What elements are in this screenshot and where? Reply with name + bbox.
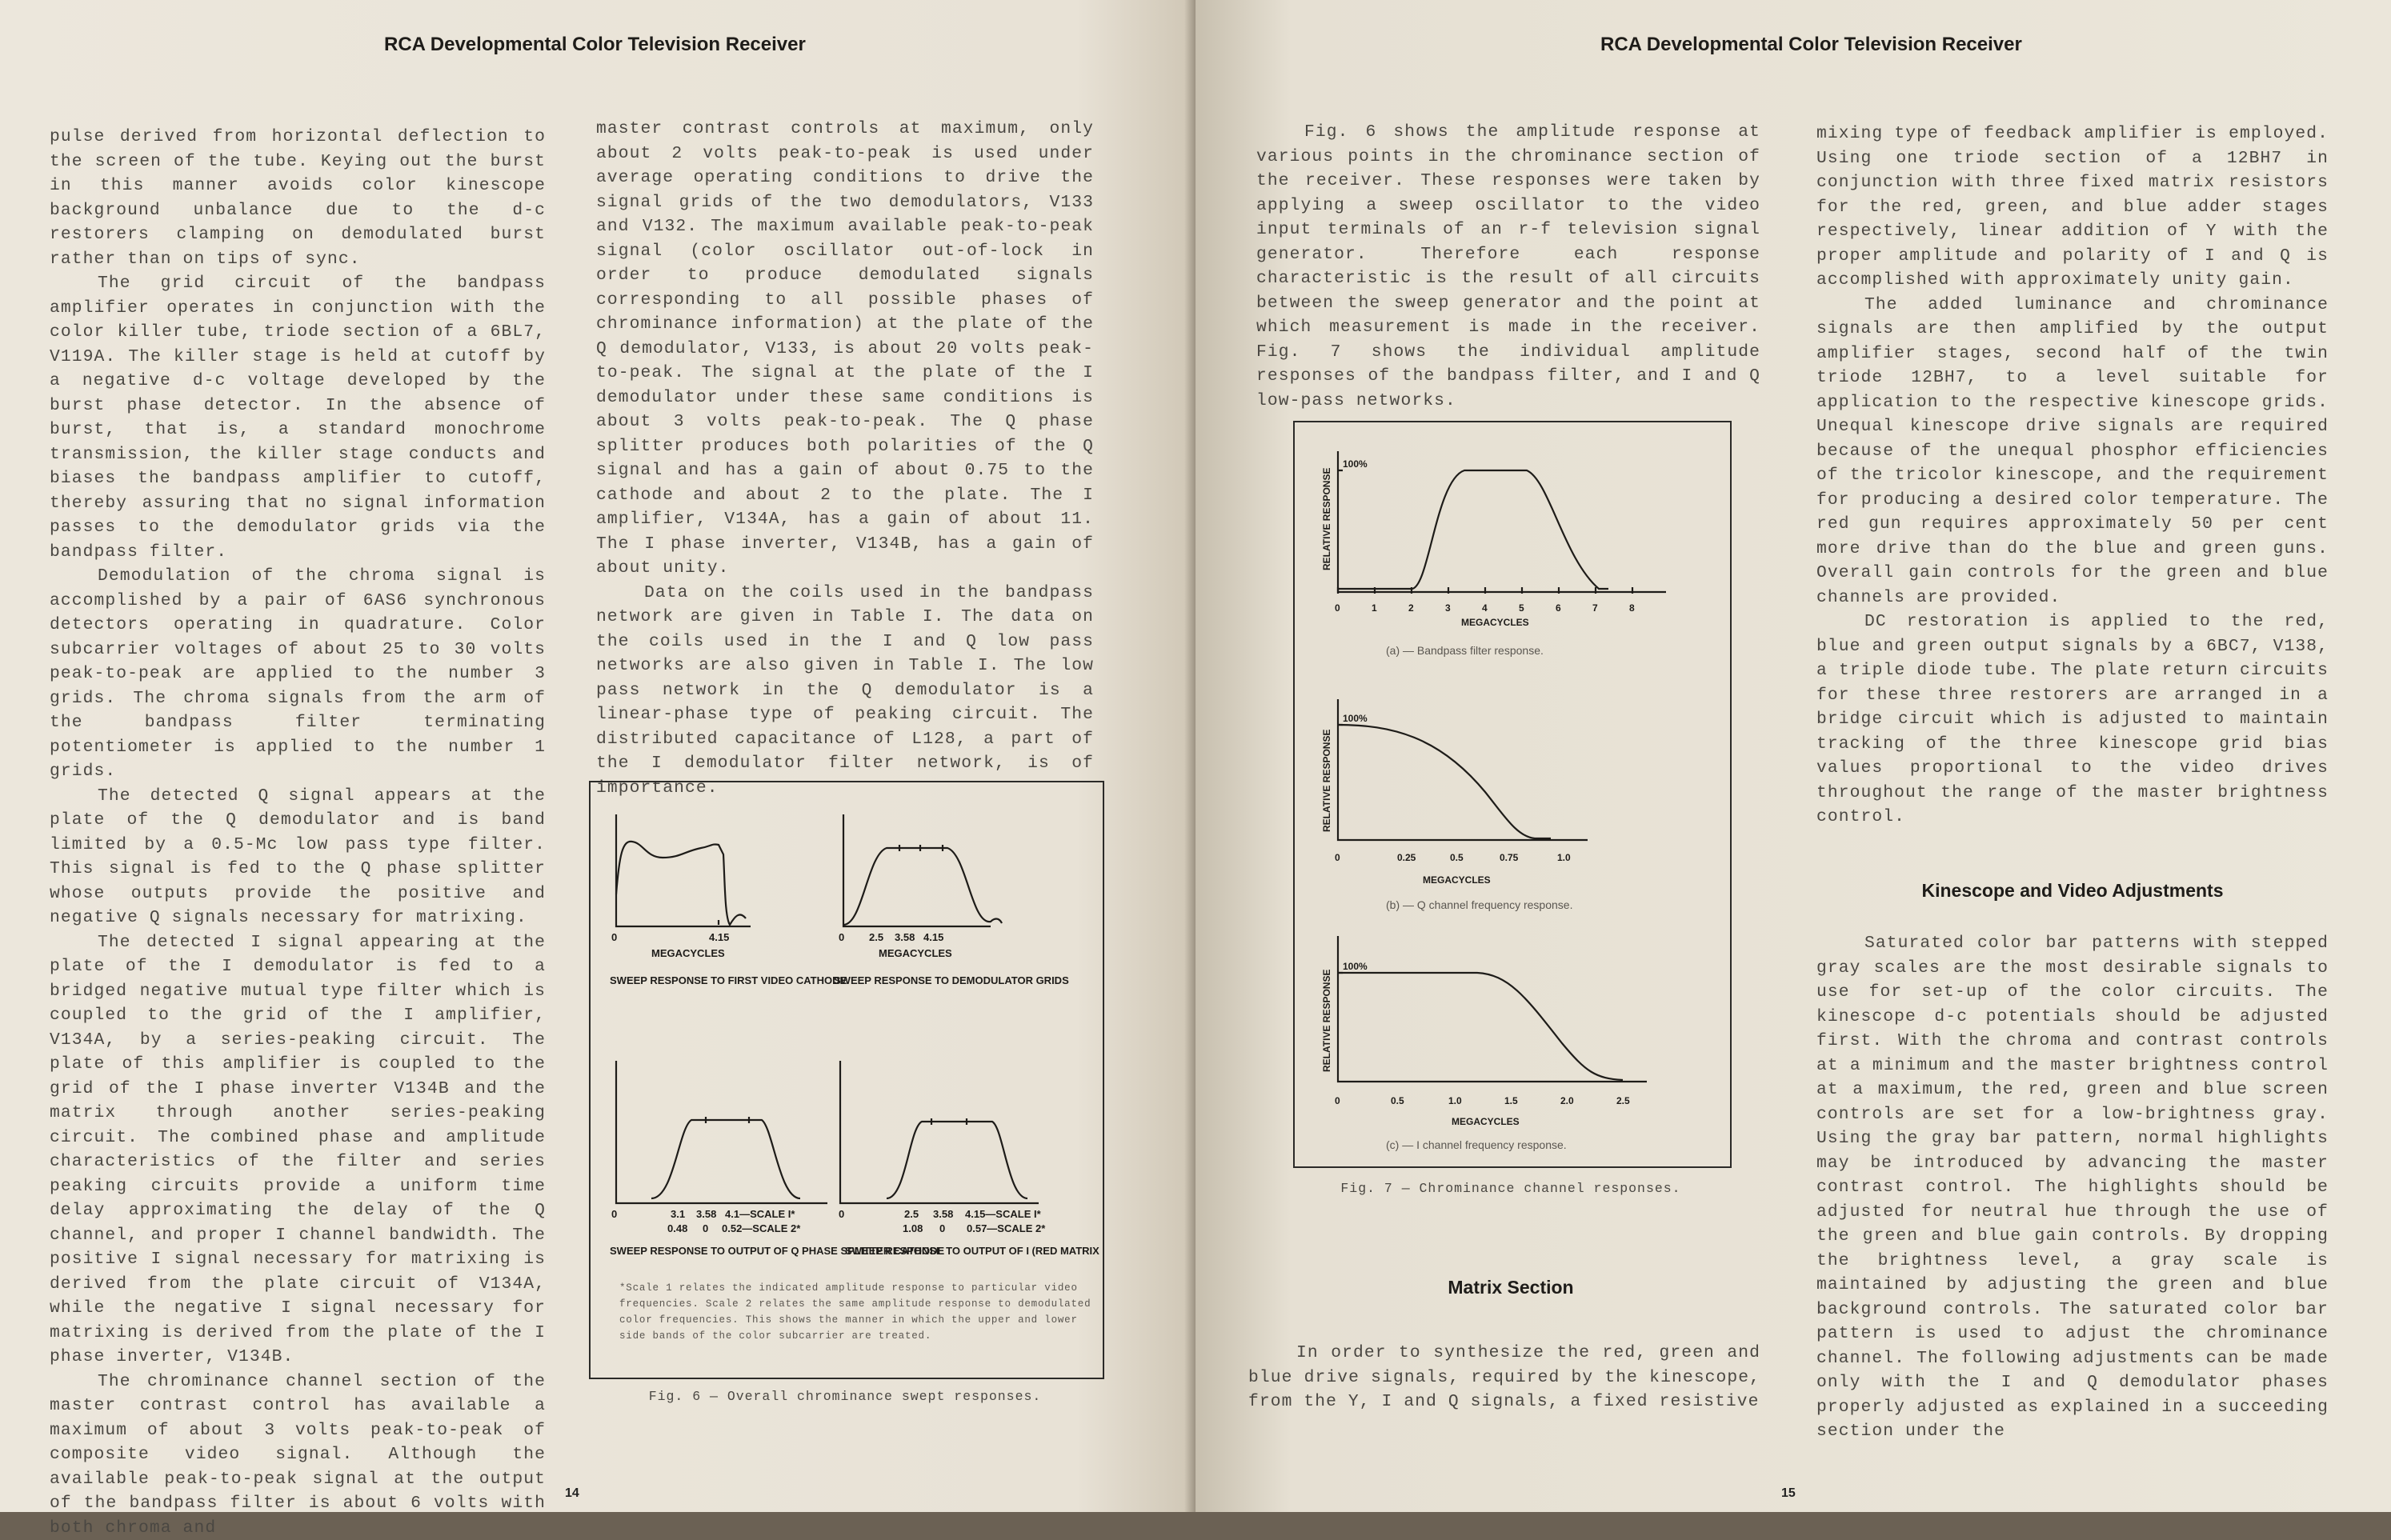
- y-mark: 100%: [1343, 458, 1368, 470]
- tick-label: 4.1—SCALE I*: [725, 1208, 795, 1220]
- response-curve: [843, 848, 1002, 925]
- tick-label: 1.0: [1557, 852, 1571, 863]
- x-axis-label: MEGACYCLES: [1423, 874, 1491, 886]
- x-axis-label: MEGACYCLES: [1461, 617, 1529, 628]
- chart-caption: (b) — Q channel frequency response.: [1386, 898, 1572, 911]
- tick-label: 2: [1408, 602, 1414, 614]
- tick-label: 1.5: [1504, 1095, 1518, 1106]
- chart-caption: (c) — I channel frequency response.: [1386, 1138, 1567, 1151]
- tick-label: 4.15: [709, 931, 729, 943]
- figure-6-footnote: *Scale 1 relates the indicated amplitude response to particular video frequencies. Scale 2 relates the same amplitude response to demodulated color frequencies. This shows the manner in which the upper and lower side bands of the color subcarrier are treated.: [619, 1280, 1091, 1344]
- tick-label: 5: [1519, 602, 1524, 614]
- tick-label: 0: [939, 1222, 945, 1234]
- tick-label: 1: [1372, 602, 1377, 614]
- response-curve-a: [1338, 470, 1608, 589]
- x-axis-label: MEGACYCLES: [1452, 1116, 1520, 1127]
- axis: [1338, 451, 1666, 592]
- right-column-1: [1256, 120, 1760, 413]
- axis: [1338, 936, 1647, 1082]
- panel-caption: SWEEP RESPONSE TO FIRST VIDEO CATHODE: [610, 974, 847, 986]
- tick-label: 0.48: [667, 1222, 687, 1234]
- axis-unit: MEGACYCLES: [879, 947, 952, 959]
- axis-unit: MEGACYCLES: [651, 947, 725, 959]
- right-column-2: [1816, 122, 2329, 830]
- tick-label: 0.75: [1500, 852, 1519, 863]
- y-mark: 100%: [1343, 713, 1368, 724]
- tick-label: 3.58: [933, 1208, 953, 1220]
- tick-label: 4: [1482, 602, 1488, 614]
- figure-7-caption: Fig. 7 — Chrominance channel responses.: [1293, 1181, 1728, 1196]
- tick-label: 4.15: [923, 931, 943, 943]
- panel-caption: SWEEP RESPONSE TO DEMODULATOR GRIDS: [834, 974, 1069, 986]
- tick-label: 6: [1556, 602, 1561, 614]
- tick-label: 8: [1629, 602, 1635, 614]
- tick-label: 2.5: [1616, 1095, 1630, 1106]
- matrix-section-text: [1248, 1341, 1760, 1414]
- response-curve: [651, 1120, 800, 1198]
- paragraph: In order to synthesize the red, green and blue drive signals, required by the kinescope, from the Y, I and Q signals, a fixed resistive: [1248, 1341, 1760, 1414]
- response-curve: [887, 1122, 1027, 1198]
- tick-label: 3.58: [895, 931, 915, 943]
- left-page: [0, 0, 1196, 1512]
- tick-label: 0: [1335, 1095, 1340, 1106]
- axis: [843, 814, 991, 926]
- right-page: [1196, 0, 2391, 1512]
- tick-label: 3: [1445, 602, 1451, 614]
- tick-label: 1.08: [903, 1222, 923, 1234]
- kinescope-heading: Kinescope and Video Adjustments: [1816, 880, 2329, 902]
- tick-label: 2.5: [869, 931, 883, 943]
- tick-label: 0: [611, 1208, 617, 1220]
- paragraph: master contrast controls at maximum, only about 2 volts peak-to-peak is used under average operating conditions to drive the signal grids of the two demodulators, V133 and V132. The maximum available peak-to-peak signal (color oscillator out-of-lock in order to produce demodulated signals corresponding to all possible phases of chrominance information) at the plate of the Q demodulator, V133, is about 20 volts peak-to-peak. The signal at the plate of the I demodulator under these same conditions is about 3 volts peak-to-peak. The Q phase splitter produces both polarities of the Q signal and has a gain of about 0.75 to the cathode and about 2 to the plate. The I amplifier, V134A, has a gain of about 11. The I phase inverter, V134B, has a gain of about unity.: [596, 117, 1094, 581]
- paragraph: Saturated color bar patterns with stepped gray scales are the most desirable signals to use for set-up of the color circuits. The kinescope d-c potentials should be adjusted first. With the chroma and contrast controls at a minimum and the master brightness control at a maximum, the red, green and blue screen controls are set for a low-brightness gray. Using the gray bar pattern, normal highlights may be introduced by advancing the master contrast control. The highlights should be adjusted for neutral hue through the use of the green and blue gain controls. By dropping the brightness level, a gray scale is maintained by adjusting the green and blue background controls. The saturated color bar pattern is used to adjust the chrominance channel. The following adjustments can be made only with the I and Q demodulator phases properly adjusted as explained in a succeeding section under the: [1816, 931, 2329, 1444]
- paragraph: The detected I signal appearing at the plate of the I demodulator is fed to a bridged negative mutual type filter which is coupled to the grid of the I amplifier, V134A, by a series-peaking circuit. The plate of this amplifier is coupled to the grid of the I phase inverter V134B and the matrix through another series-peaking circuit. The combined phase and amplitude characteristics of the filter and series peaking circuits provide a uniform time delay approximating the delay of the Q channel, and proper I channel bandwidth. The positive I signal necessary for matrixing is derived from the plate circuit of V134A, while the negative I signal necessary for matrixing is derived from the plate of the I phase inverter, V134B.: [50, 930, 546, 1370]
- tick-label: 0: [1335, 602, 1340, 614]
- paragraph: The added luminance and chrominance signals are then amplified by the output amplifier stages, second half of the twin triode 12BH7, to a level suitable for application to the respective kinescope grids. Unequal kinescope drive signals are required because of the unequal phosphor efficiencies of the tricolor kinescope, and the requirement for producing a desired color temperature. The red gun requires approximately 50 per cent more drive than do the blue and green guns. Overall gain controls for the green and blue channels are provided.: [1816, 293, 2329, 610]
- running-head-right: RCA Developmental Color Television Receiver: [1600, 34, 2022, 56]
- tick-label: 4.15—SCALE I*: [965, 1208, 1042, 1220]
- figure-7-graphs: [1295, 422, 1730, 1166]
- y-axis-label: RELATIVE RESPONSE: [1321, 468, 1332, 570]
- left-column-1: [50, 125, 546, 1540]
- page-number-right: 15: [1781, 1486, 1796, 1501]
- paragraph: pulse derived from horizontal deflection to the screen of the tube. Keying out the burst in this manner avoids color kinescope background unbalance due to the d-c restorers clamping on demodulated burst rather than on tips of sync.: [50, 125, 546, 271]
- tick-label: 0: [703, 1222, 708, 1234]
- paragraph: mixing type of feedback amplifier is employed. Using one triode section of a 12BH7 in conjunction with three fixed matrix resistors for the red, green, and blue adder stages respectively, linear addition of Y with the proper amplitude and polarity of I and Q is accomplished with approximately unity gain.: [1816, 122, 2329, 293]
- panel-caption: SWEEP RESPONSE TO OUTPUT OF I (RED MATRIX: [845, 1245, 1103, 1257]
- tick-label: 0.5: [1391, 1095, 1404, 1106]
- axis: [616, 1061, 827, 1203]
- paragraph: The grid circuit of the bandpass amplifier operates in conjunction with the color killer tube, triode section of a 6BL7, V119A. The killer stage is held at cutoff by a negative d-c voltage developed by the burst phase detector. In the absence of burst, that is, a standard monochrome transmission, the killer stage conducts and biases the bandpass amplifier to cutoff, thereby assuring that no signal information passes to the demodulator grids via the bandpass filter.: [50, 271, 546, 564]
- paragraph: Data on the coils used in the bandpass network are given in Table I. The data on the coils used in the I and Q low pass networks are also given in Table I. The low pass network in the Q demodulator is a linear-phase type of peaking circuit. The distributed capacitance of L128, a part of the I demodulator filter network, is of importance.: [596, 581, 1094, 801]
- axis: [616, 814, 751, 926]
- axis: [840, 1061, 1039, 1203]
- y-mark: 100%: [1343, 961, 1368, 972]
- tick-label: 3.58: [696, 1208, 716, 1220]
- running-head-left: RCA Developmental Color Television Receiver: [384, 34, 806, 56]
- paragraph: DC restoration is applied to the red, blue and green output signals by a 6BC7, V138, a triple diode tube. The plate return circuits for these three restorers are arranged in a bridge circuit which is adjusted to maintain tracking of the three kinescope grid bias values proportional to the video drives throughout the range of the master brightness control.: [1816, 610, 2329, 830]
- paragraph: Demodulation of the chroma signal is accomplished by a pair of 6AS6 synchronous detectors operating in quadrature. Color subcarrier voltages of about 25 to 30 volts peak-to-peak are applied to the number 3 grids. The chroma signals from the arm of the bandpass filter terminating potentiometer is applied to the number 1 grids.: [50, 564, 546, 784]
- tick-label: 3.1: [671, 1208, 685, 1220]
- figure-7: [1293, 421, 1732, 1168]
- tick-label: 1.0: [1448, 1095, 1462, 1106]
- page-number-left: 14: [565, 1486, 579, 1501]
- response-curve-c: [1338, 973, 1623, 1080]
- tick-label: 0: [839, 931, 844, 943]
- kinescope-text: [1816, 931, 2329, 1444]
- figure-6-caption: Fig. 6 — Overall chrominance swept responses.: [589, 1389, 1101, 1404]
- panel-caption: SWEEP RESPONSE TO OUTPUT OF Q PHASE SPLITTER CATHODE: [610, 1245, 945, 1257]
- y-axis-label: RELATIVE RESPONSE: [1321, 970, 1332, 1072]
- figure-6: [589, 781, 1104, 1379]
- tick-label: 0.57—SCALE 2*: [967, 1222, 1046, 1234]
- tick-label: 0: [611, 931, 617, 943]
- paragraph: The detected Q signal appears at the plate of the Q demodulator and is band limited by a 0.5-Mc low pass type filter. This signal is fed to the Q phase splitter whose outputs provide the positive and negative Q signals necessary for matrixing.: [50, 784, 546, 930]
- tick-label: 0.52—SCALE 2*: [722, 1222, 801, 1234]
- y-axis-label: RELATIVE RESPONSE: [1321, 730, 1332, 832]
- tick-label: 2.0: [1560, 1095, 1574, 1106]
- tick-label: 0: [1335, 852, 1340, 863]
- paragraph: The chrominance channel section of the master contrast control has available a maximum of about 3 volts peak-to-peak of composite video signal. Although the available peak-to-peak signal at the output of the bandpass filter is about 6 volts with both chroma and: [50, 1370, 546, 1540]
- tick-label: 0.5: [1450, 852, 1464, 863]
- matrix-section-heading: Matrix Section: [1293, 1277, 1728, 1298]
- response-curve-b: [1338, 725, 1551, 838]
- tick-label: 7: [1592, 602, 1598, 614]
- response-curve: [616, 842, 746, 925]
- tick-label: 0: [839, 1208, 844, 1220]
- tick-label: 2.5: [904, 1208, 919, 1220]
- tick-label: 0.25: [1397, 852, 1416, 863]
- left-column-2: [596, 117, 1094, 800]
- paragraph: Fig. 6 shows the amplitude response at various points in the chrominance section of the receiver. These responses were taken by applying a sweep oscillator to the video input terminals of an r-f television signal generator. Therefore each response characteristic is the result of all circuits between the sweep generator and the point at which measurement is made in the receiver. Fig. 7 shows the individual amplitude responses of the bandpass filter, and I and Q low-pass networks.: [1256, 120, 1760, 413]
- chart-caption: (a) — Bandpass filter response.: [1386, 644, 1544, 657]
